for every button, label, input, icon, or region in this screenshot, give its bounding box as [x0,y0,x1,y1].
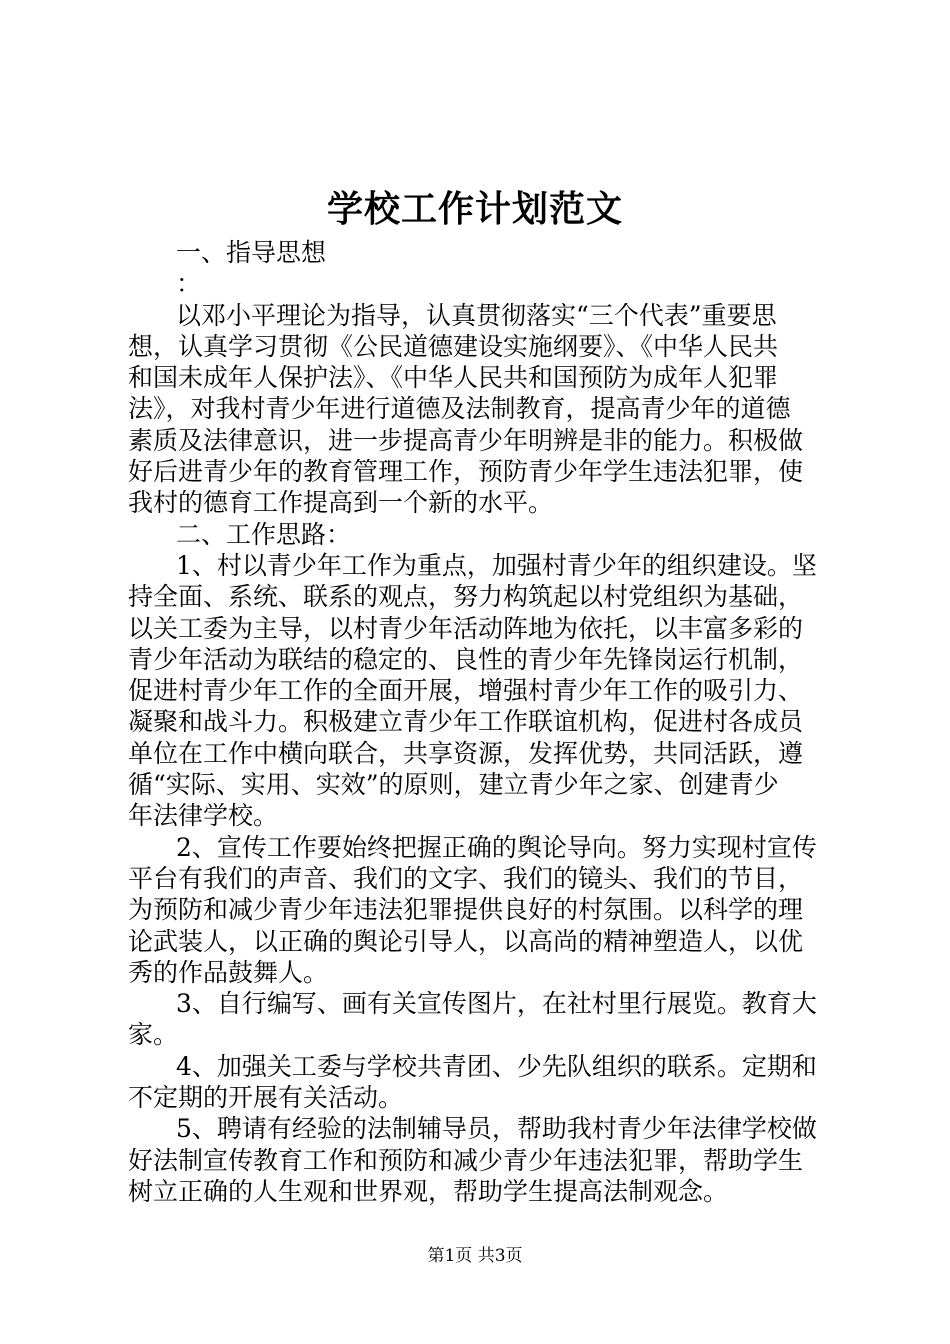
text-line: 我村的德育工作提高到一个新的水平。 [128,488,554,518]
text-line: 持全面、系统、联系的观点，努力构筑起以村党组织为基础， [128,582,804,612]
document-title: 学校工作计划范文 [326,188,623,230]
text-line: 和国未成年人保护法》、《中华人民共和国预防为成年人犯罪 [128,363,779,393]
text-line: 好后进青少年的教育管理工作，预防青少年学生违法犯罪，使 [128,457,804,487]
text-line: 树立正确的人生观和世界观，帮助学生提高法制观念。 [128,1176,729,1206]
text-line: 促进村青少年工作的全面开展，增强村青少年工作的吸引力、 [128,676,804,706]
text-line: 凝聚和战斗力。积极建立青少年工作联谊机构，促进村各成员 [128,707,804,737]
text-line: 想，认真学习贯彻《公民道德建设实施纲要》、《中华人民共 [128,331,779,361]
text-line: 为预防和减少青少年违法犯罪提供良好的村氛围。以科学的理 [128,895,804,925]
document-body [128,237,832,1207]
text-line: 素质及法律意识，进一步提高青少年明辨是非的能力。积极做 [128,425,804,455]
text-line: 青少年活动为联结的稳定的、良性的青少年先锋岗运行机制， [128,644,804,674]
text-line: 好法制宣传教育工作和预防和减少青少年违法犯罪，帮助学生 [128,1145,804,1175]
text-line: 5、聘请有经验的法制辅导员，帮助我村青少年法律学校做 [176,1114,817,1144]
text-line: 二、工作思路： [176,519,352,549]
text-line: 平台有我们的声音、我们的文字、我们的镜头、我们的节目， [128,863,804,893]
text-line: 家。 [128,1020,179,1050]
text-line: 2、宣传工作要始终把握正确的舆论导向。努力实现村宣传 [176,832,817,862]
text-line: 单位在工作中横向联合，共享资源，发挥优势，共同活跃，遵 [128,738,804,768]
text-line: ： [176,269,202,299]
text-line: 一、指导思想 [176,238,327,267]
text-line: 3、自行编写、画有关宣传图片，在社村里行展览。教育大 [176,989,817,1019]
text-line: 不定期的开展有关活动。 [128,1083,404,1113]
page-footer: 第1页 共3页 [427,1246,523,1266]
text-line: 以邓小平理论为指导，认真贯彻落实“三个代表”重要思 [176,300,777,330]
text-line: 循“实际、实用、实效”的原则，建立青少年之家、创建青少 [128,770,779,800]
text-line: 4、加强关工委与学校共青团、少先队组织的联系。定期和 [176,1051,817,1081]
text-line: 以关工委为主导，以村青少年活动阵地为依托，以丰富多彩的 [128,613,804,643]
text-line: 论武装人，以正确的舆论引导人，以高尚的精神塑造人，以优 [128,926,804,956]
text-line: 法》，对我村青少年进行道德及法制教育，提高青少年的道德 [128,394,791,424]
text-line: 年法律学校。 [128,801,279,831]
text-line: 秀的作品鼓舞人。 [128,957,329,987]
text-line: 1、村以青少年工作为重点，加强村青少年的组织建设。坚 [176,550,817,580]
